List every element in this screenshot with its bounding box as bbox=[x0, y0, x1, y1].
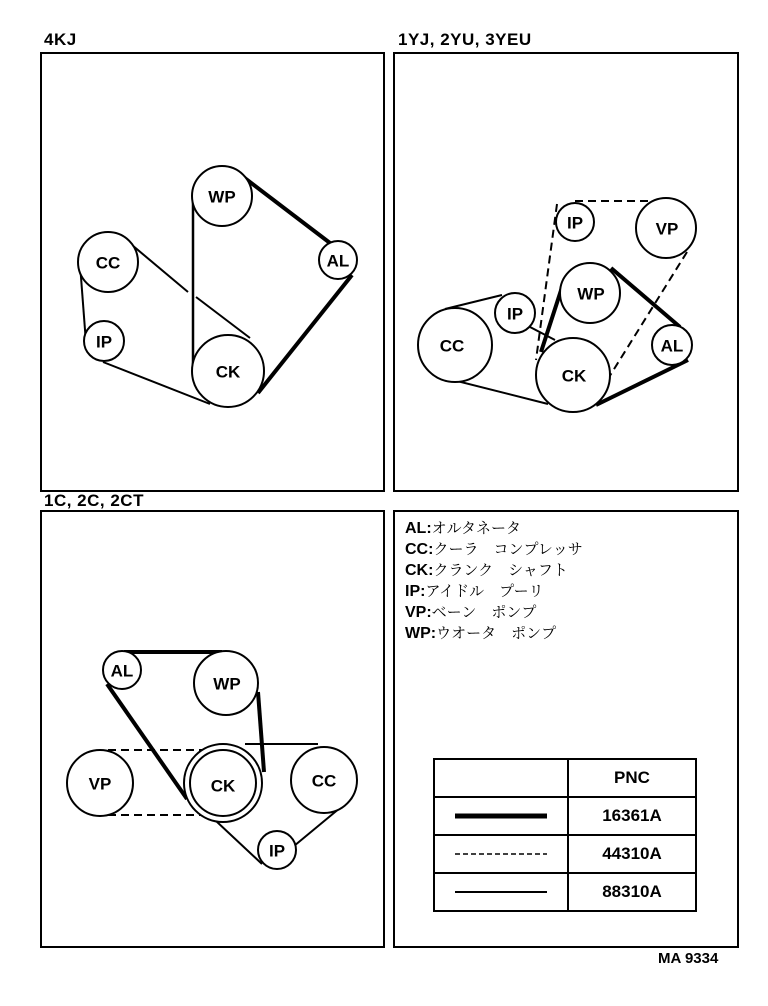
pulley-label-al: AL bbox=[326, 251, 350, 271]
pulley-label-ip: IP bbox=[506, 304, 524, 324]
legend-key: VP: bbox=[405, 604, 432, 621]
panel-title-1yj: 1YJ, 2YU, 3YEU bbox=[398, 30, 532, 49]
legend-text: ベーン ポンプ bbox=[431, 604, 537, 621]
pnc-value: 44310A bbox=[568, 835, 696, 873]
pnc-value: 16361A bbox=[568, 797, 696, 835]
panel-title-1c: 1C, 2C, 2CT bbox=[44, 491, 144, 510]
legend-key: AL: bbox=[405, 520, 432, 537]
pulley-label-ck: CK bbox=[215, 362, 241, 382]
legend-row-cc bbox=[405, 539, 583, 560]
pulley-label-ck: CK bbox=[210, 776, 236, 796]
legend-key: IP: bbox=[405, 583, 426, 600]
legend-text: クランク シャフト bbox=[433, 562, 568, 579]
pulley-label-al: AL bbox=[110, 661, 134, 681]
pulley-label-ip: IP bbox=[268, 841, 286, 861]
legend-row-wp bbox=[405, 623, 583, 644]
line-sample-thick bbox=[434, 797, 568, 835]
belt-layout-1yj bbox=[418, 198, 696, 412]
pulley-legend bbox=[405, 518, 583, 644]
pulley-label-vp: VP bbox=[88, 774, 112, 794]
legend-text: ウオータ ポンプ bbox=[436, 625, 557, 642]
pnc-header-blank bbox=[434, 759, 568, 797]
pulley-label-cc: CC bbox=[311, 771, 337, 791]
line-sample-thin bbox=[434, 873, 568, 911]
pulley-label-wp: WP bbox=[213, 674, 241, 694]
pulley-label-ip: IP bbox=[95, 332, 113, 352]
pulley-label-cc: CC bbox=[95, 253, 121, 273]
belt-layout-1c bbox=[67, 651, 357, 869]
legend-key: CK: bbox=[405, 562, 434, 579]
legend-key: CC: bbox=[405, 541, 434, 558]
pulley-label-ck: CK bbox=[561, 366, 587, 386]
legend-row-ck bbox=[405, 560, 583, 581]
legend-row-vp bbox=[405, 602, 583, 623]
panel-title-4kj: 4KJ bbox=[44, 30, 77, 49]
legend-text: オルタネータ bbox=[431, 520, 522, 537]
legend-row-ip bbox=[405, 581, 583, 602]
pnc-table bbox=[433, 758, 697, 912]
pulley-label-cc: CC bbox=[439, 336, 465, 356]
pulley-label-wp: WP bbox=[577, 284, 605, 304]
figure-code: MA 9334 bbox=[658, 950, 719, 967]
legend-key: WP: bbox=[405, 625, 437, 642]
legend-row-al bbox=[405, 518, 583, 539]
pulley-label-ip: IP bbox=[566, 213, 584, 233]
legend-text: クーラ コンプレッサ bbox=[433, 541, 583, 558]
line-sample-dashed bbox=[434, 835, 568, 873]
pulley-label-al: AL bbox=[660, 336, 684, 356]
pulley-label-vp: VP bbox=[655, 219, 679, 239]
legend-text: アイドル プーリ bbox=[425, 583, 544, 600]
pulley-label-wp: WP bbox=[208, 187, 236, 207]
pnc-value: 88310A bbox=[568, 873, 696, 911]
pnc-header: PNC bbox=[568, 759, 696, 797]
